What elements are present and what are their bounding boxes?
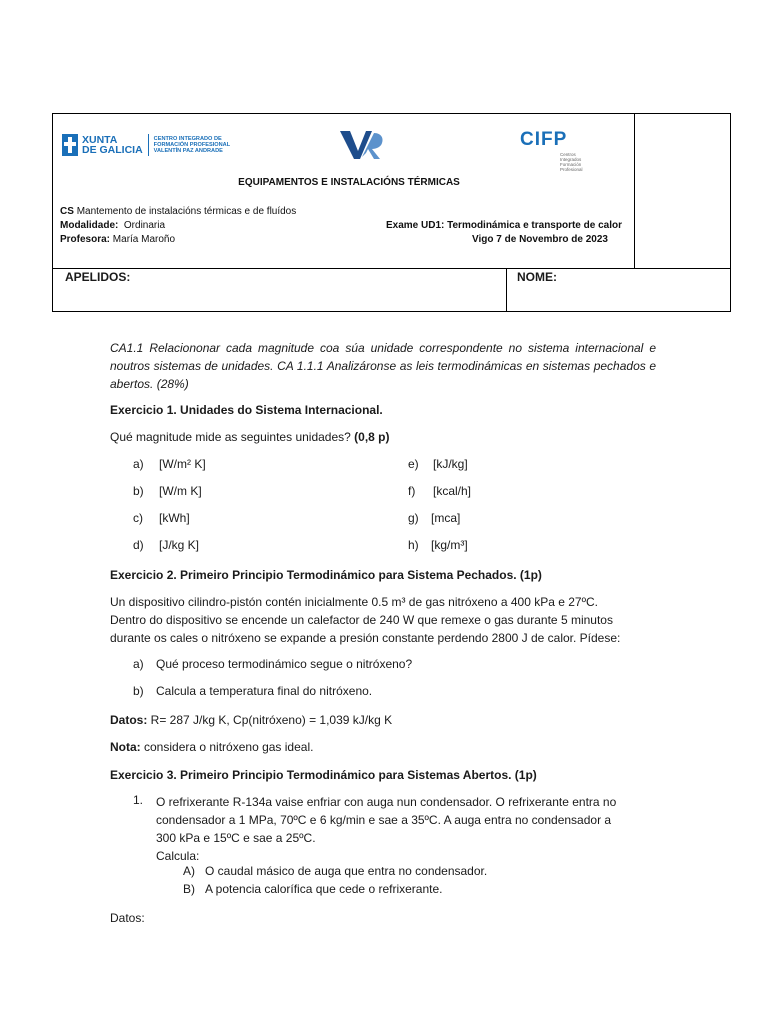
modalidade-label: Modalidade:: [60, 220, 119, 231]
cifp-logo: [520, 129, 583, 172]
ex2-statement-l3: durante os cales o nitróxeno se expande a presión constante perdendo 2800 J de calor. Pídese:: [110, 631, 621, 645]
ex3-title: Exercicio 3. Primeiro Principio Termodinámico para Sistemas Abertos. (1p): [110, 768, 537, 782]
ex1-question-text: Qué magnitude mide as seguintes unidades?: [110, 430, 355, 444]
ex2-datos: [110, 711, 392, 729]
unit-value: [kcal/h]: [433, 484, 472, 498]
header-divider: [53, 268, 730, 269]
modalidade-value: Ordinaria: [123, 220, 166, 231]
ex2-qa-letter: a): [133, 657, 144, 671]
unit-letter: b): [133, 484, 144, 498]
cifp-sub3: Formación Profesional: [560, 162, 583, 172]
header-table: [52, 113, 731, 312]
unit-value: [kg/m³]: [431, 538, 468, 552]
ex2-nota-label: Nota:: [110, 740, 141, 754]
ex3-line2: condensador a 1 MPa, 70ºC e 6 kg/min e sae a 35ºC. A auga entra no condensador a: [156, 813, 612, 827]
header-divider: [634, 114, 635, 268]
xunta-line1: XUNTA: [82, 134, 118, 146]
centro-line2: FORMACIÓN PROFESIONAL: [153, 142, 231, 148]
xunta-emblem-icon: [62, 134, 78, 156]
ex3-b-letter: B): [183, 882, 195, 896]
ex3-line3: 300 kPa e 15ºC e sae a 25ºC.: [156, 831, 316, 845]
header-info: [60, 205, 296, 247]
cs-label: CS: [60, 206, 74, 217]
ex3-a-text: O caudal másico de auga que entra no condensador.: [205, 864, 488, 878]
unit-letter: g): [408, 511, 419, 525]
ex2-datos-value: R= 287 J/kg K, Cp(nitróxeno) = 1,039 kJ/kg K: [147, 713, 393, 727]
cifp-sub2: Integrados: [560, 157, 582, 162]
unit-letter: c): [133, 511, 143, 525]
unit-letter: d): [133, 538, 144, 552]
exam-date: Vigo 7 de Novembro de 2023: [472, 234, 608, 245]
ex3-datos: Datos:: [110, 911, 145, 925]
ex3-calcula: Calcula:: [156, 849, 200, 863]
vpa-logo: [338, 127, 386, 164]
profesora-value: María Maroño: [112, 234, 176, 245]
cifp-sub1: Centros: [560, 152, 576, 157]
centro-line3: VALENTÍN PAZ ANDRADE: [153, 148, 223, 154]
ex3-b-text: A potencia calorífica que cede o refrixerante.: [205, 882, 443, 896]
cifp-letters: CIFP: [520, 129, 568, 150]
ex2-qb: Calcula a temperatura final do nitróxeno.: [156, 684, 373, 698]
ex3-line1: O refrixerante R-134a vaise enfriar con auga nun condensador. O refrixerante entra no: [156, 795, 617, 809]
ex3-item-num: 1.: [133, 793, 144, 807]
unit-value: [kWh]: [159, 511, 190, 525]
nome-label: NOME:: [517, 270, 557, 284]
ex2-datos-label: Datos:: [110, 713, 148, 727]
cs-value: Mantemento de instalacións térmicas e de fluídos: [76, 206, 297, 217]
intro-text: CA1.1 Relaciononar cada magnitude coa súa unidade correspondente no sistema internacional e noutros sistemas de unidades. CA 1.1.1 Analizáronse as leis termodinámicas en sistemas pechados e abertos. (28%): [110, 341, 656, 391]
ex1-question: [110, 428, 390, 446]
exam-title: Exame UD1: Termodinámica e transporte de calor: [385, 220, 622, 231]
ex2-statement-l2: Dentro do dispositivo se encende un calefactor de 240 W que remexe o gas durante 5 minutos: [110, 613, 613, 627]
xunta-line2: DE GALICIA: [82, 144, 143, 156]
unit-value: [W/m K]: [159, 484, 202, 498]
ex2-qb-letter: b): [133, 684, 144, 698]
module-title: EQUIPAMENTOS E INSTALACIÓNS TÉRMICAS: [238, 177, 460, 188]
ex1-points: (0,8 p): [354, 430, 390, 444]
unit-letter: h): [408, 538, 419, 552]
unit-letter: e): [408, 457, 419, 471]
ex3-a-letter: A): [183, 864, 195, 878]
ex2-statement-l1: Un dispositivo cilindro-pistón contén inicialmente 0.5 m³ de gas nitróxeno a 400 kPa e 27ºC.: [110, 595, 598, 609]
unit-value: [mca]: [431, 511, 461, 525]
profesora-label: Profesora:: [60, 234, 111, 245]
vpa-logo-icon: [338, 127, 386, 161]
unit-value: [J/kg K]: [159, 538, 200, 552]
ex2-nota: [110, 738, 313, 756]
ex2-nota-value: considera o nitróxeno gas ideal.: [140, 740, 314, 754]
header-divider: [506, 268, 507, 312]
ex2-qa: Qué proceso termodinámico segue o nitróxeno?: [156, 657, 413, 671]
centro-line1: CENTRO INTEGRADO DE: [153, 136, 222, 142]
unit-letter: a): [133, 457, 144, 471]
unit-value: [W/m² K]: [159, 457, 206, 471]
xunta-logo: [62, 134, 230, 156]
unit-value: [kJ/kg]: [433, 457, 468, 471]
apelidos-label: APELIDOS:: [65, 270, 131, 284]
ex2-title: Exercicio 2. Primeiro Principio Termodinámico para Sistema Pechados. (1p): [110, 568, 542, 582]
ex1-title: Exercicio 1. Unidades do Sistema Internacional.: [110, 403, 383, 417]
unit-letter: f): [408, 484, 416, 498]
